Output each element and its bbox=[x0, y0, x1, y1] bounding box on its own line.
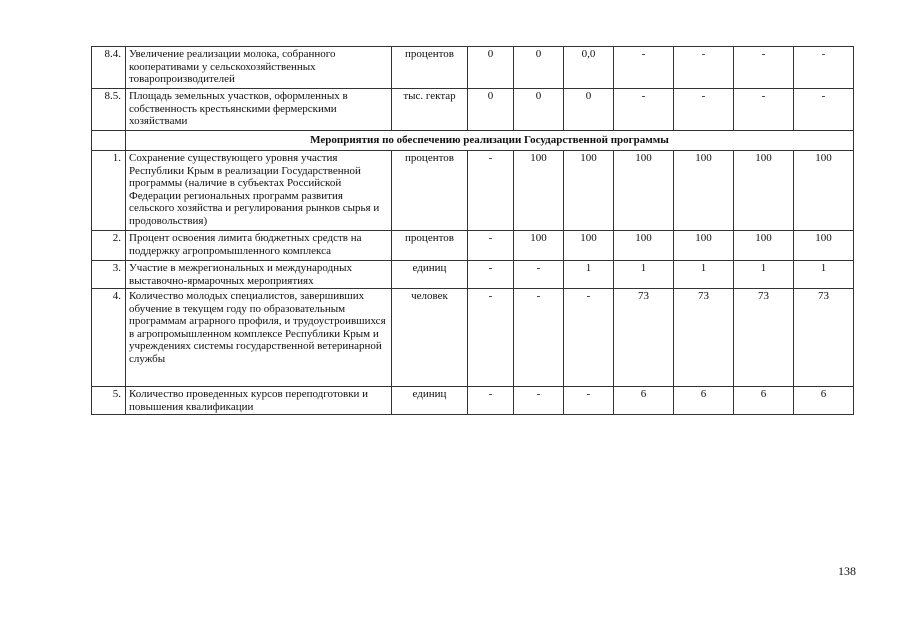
row-number: 8.4. bbox=[92, 47, 126, 89]
row-number: 2. bbox=[92, 231, 126, 261]
unit-cell: тыс. гектар bbox=[392, 89, 468, 131]
row-number: 4. bbox=[92, 289, 126, 387]
value-cell: 6 bbox=[734, 387, 794, 415]
table-row bbox=[92, 151, 854, 231]
value-cell: 73 bbox=[734, 289, 794, 387]
value-cell: 100 bbox=[734, 151, 794, 231]
value-cell: 0 bbox=[468, 47, 514, 89]
value-cell: 1 bbox=[614, 261, 674, 289]
row-number: 3. bbox=[92, 261, 126, 289]
value-cell: 100 bbox=[614, 231, 674, 261]
row-number: 5. bbox=[92, 387, 126, 415]
value-cell: 0 bbox=[514, 47, 564, 89]
value-cell: - bbox=[564, 387, 614, 415]
value-cell: 100 bbox=[564, 231, 614, 261]
value-cell: 6 bbox=[674, 387, 734, 415]
unit-cell: единиц bbox=[392, 387, 468, 415]
value-cell: 100 bbox=[734, 231, 794, 261]
value-cell: - bbox=[468, 387, 514, 415]
indicator-name: Сохранение существующего уровня участия Республики Крым в реализации Государственной программы (наличие в субъектах Российской Федерации региональных программ развития сельского хозяйства и регулирования рынков сырья и продовольствия) bbox=[126, 151, 392, 231]
indicator-name: Количество проведенных курсов переподготовки и повышения квалификации bbox=[126, 387, 392, 415]
value-cell: - bbox=[734, 47, 794, 89]
value-cell: 0,0 bbox=[564, 47, 614, 89]
indicator-name: Площадь земельных участков, оформленных в собственность крестьянскими фермерскими хозяйствами bbox=[126, 89, 392, 131]
value-cell: 0 bbox=[514, 89, 564, 131]
row-number: 1. bbox=[92, 151, 126, 231]
value-cell: 1 bbox=[794, 261, 854, 289]
value-cell: - bbox=[614, 47, 674, 89]
value-cell: 100 bbox=[514, 151, 564, 231]
unit-cell: процентов bbox=[392, 47, 468, 89]
section-title: Мероприятия по обеспечению реализации Государственной программы bbox=[126, 131, 854, 151]
value-cell: 100 bbox=[674, 151, 734, 231]
value-cell: - bbox=[468, 289, 514, 387]
value-cell: 100 bbox=[614, 151, 674, 231]
value-cell: - bbox=[514, 387, 564, 415]
value-cell: - bbox=[614, 89, 674, 131]
value-cell: - bbox=[794, 89, 854, 131]
indicator-name: Процент освоения лимита бюджетных средств на поддержку агропромышленного комплекса bbox=[126, 231, 392, 261]
value-cell: 100 bbox=[674, 231, 734, 261]
value-cell: 0 bbox=[468, 89, 514, 131]
indicator-name: Количество молодых специалистов, завершивших обучение в текущем году по образовательным программам аграрного профиля, и трудоустроившихся в агропромышленном комплексе Республики Крым и учреждениях системы государственной ветеринарной службы bbox=[126, 289, 392, 387]
value-cell: 73 bbox=[614, 289, 674, 387]
row-number: 8.5. bbox=[92, 89, 126, 131]
indicator-name: Увеличение реализации молока, собранного кооперативами у сельскохозяйственных товаропроизводителей bbox=[126, 47, 392, 89]
table-body bbox=[92, 47, 854, 415]
value-cell: - bbox=[564, 289, 614, 387]
value-cell: - bbox=[794, 47, 854, 89]
value-cell: - bbox=[468, 261, 514, 289]
table-row bbox=[92, 261, 854, 289]
table-row bbox=[92, 289, 854, 387]
value-cell: - bbox=[468, 151, 514, 231]
value-cell: 6 bbox=[614, 387, 674, 415]
value-cell: - bbox=[514, 289, 564, 387]
value-cell: 100 bbox=[794, 151, 854, 231]
unit-cell: процентов bbox=[392, 231, 468, 261]
value-cell: - bbox=[514, 261, 564, 289]
table-row bbox=[92, 387, 854, 415]
table-row bbox=[92, 89, 854, 131]
value-cell: 6 bbox=[794, 387, 854, 415]
unit-cell: процентов bbox=[392, 151, 468, 231]
value-cell: 73 bbox=[674, 289, 734, 387]
value-cell: - bbox=[674, 89, 734, 131]
value-cell: - bbox=[674, 47, 734, 89]
value-cell: 73 bbox=[794, 289, 854, 387]
page-number: 138 bbox=[838, 564, 856, 578]
indicators-table bbox=[91, 46, 854, 415]
value-cell: - bbox=[734, 89, 794, 131]
table-row bbox=[92, 231, 854, 261]
value-cell: 1 bbox=[734, 261, 794, 289]
indicator-name: Участие в межрегиональных и международных выставочно-ярмарочных мероприятиях bbox=[126, 261, 392, 289]
unit-cell: человек bbox=[392, 289, 468, 387]
value-cell: 100 bbox=[564, 151, 614, 231]
value-cell: 100 bbox=[514, 231, 564, 261]
value-cell: 1 bbox=[564, 261, 614, 289]
value-cell: 100 bbox=[794, 231, 854, 261]
section-row bbox=[92, 131, 854, 151]
value-cell: 1 bbox=[674, 261, 734, 289]
table-row bbox=[92, 47, 854, 89]
value-cell: 0 bbox=[564, 89, 614, 131]
value-cell: - bbox=[468, 231, 514, 261]
unit-cell: единиц bbox=[392, 261, 468, 289]
empty-cell bbox=[92, 131, 126, 151]
